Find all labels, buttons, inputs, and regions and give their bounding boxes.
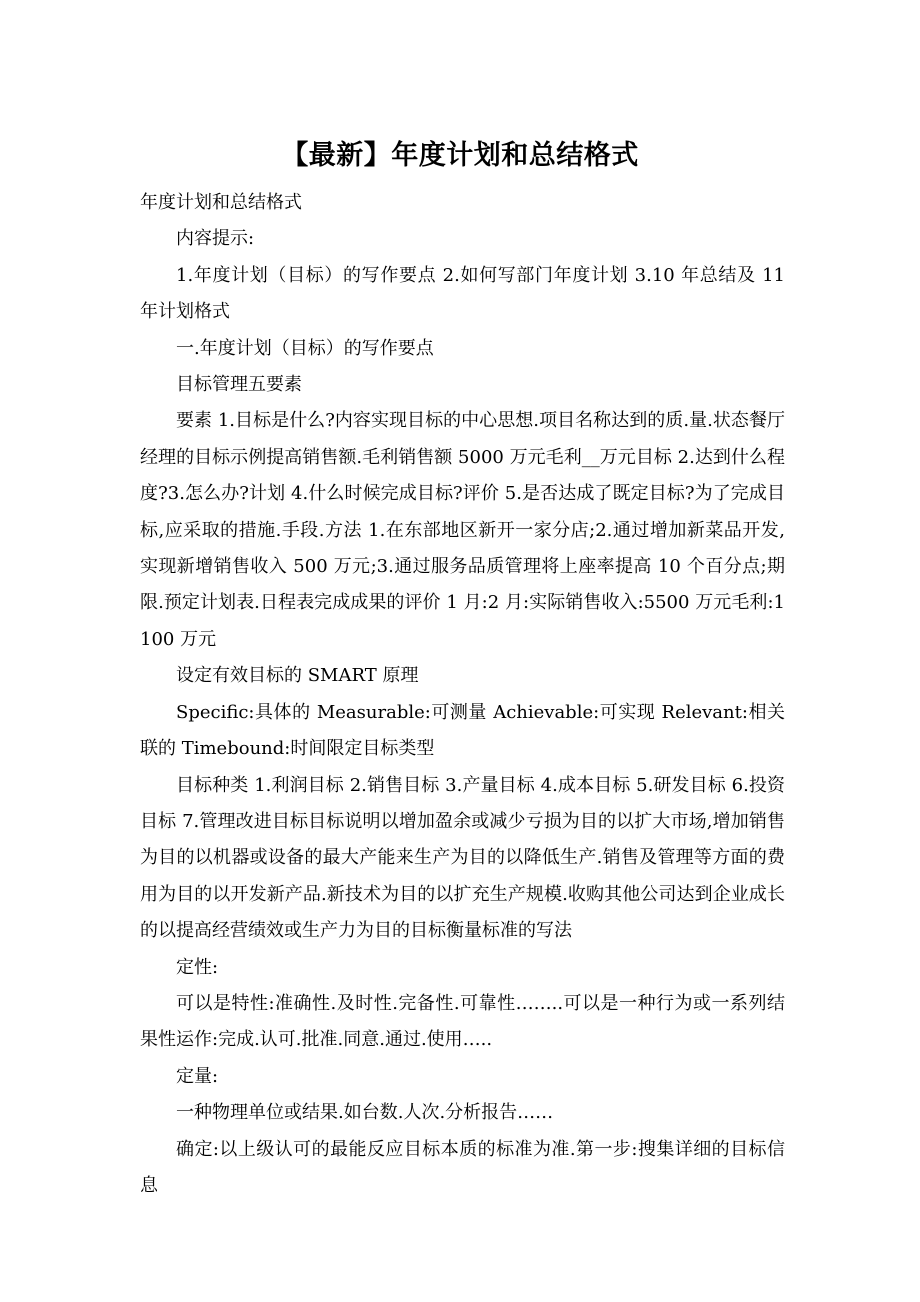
qualitative-label: 定性: [176, 956, 219, 978]
goal-types-paragraph: 目标种类 1.利润目标 2.销售目标 3.产量目标 4.成本目标 5.研发目标 6.投资目标 7.管理改进目标目标说明以增加盈余或减少亏损为目的以扩大市场,增加销售为目的以机器或设备的最大产能来生产为目的以降低生产.销售及管理等方面的费用为目的以开发新产品.新技术为目的以扩充生产规模.收购其他公司达到企业成长的以提高经营绩效或生产力为目的目标衡量标准的写法 [140, 774, 785, 942]
contents-list-paragraph: 1.年度计划（目标）的写作要点 2.如何写部门年度计划 3.10 年总结及 11 年计划格式 [140, 264, 785, 323]
subsection-heading: 目标管理五要素 [176, 374, 302, 396]
document-body [140, 185, 785, 1204]
smart-heading: 设定有效目标的 SMART 原理 [176, 665, 419, 687]
section-heading: 一.年度计划（目标）的写作要点 [176, 337, 434, 359]
document-title: 【最新】年度计划和总结格式 [281, 140, 639, 171]
qualitative-paragraph: 可以是特性:准确性.及时性.完备性.可靠性……..可以是一种行为或一系列结果性运作:完成.认可.批准.同意.通过.使用….. [140, 992, 785, 1051]
content-hint-label: 内容提示: [176, 228, 255, 250]
elements-paragraph: 要素 1.目标是什么?内容实现目标的中心思想.项目名称达到的质.量.状态餐厅经理的目标示例提高销售额.毛利销售额 5000 万元毛利__万元目标 2.达到什么程度?3.怎么办?计划 4.什么时候完成目标?评价 5.是否达成了既定目标?为了完成目标,应采取的措施.手段.方法 1.在东部地区新开一家分店;2.通过增加新菜品开发,实现新增销售收入 500 万元;3.通过服务品质管理将上座率提高 10 个百分点;期限.预定计划表.日程表完成成果的评价 1 月:2 月:实际销售收入:5500 万元毛利:1100 万元 [140, 410, 785, 650]
determine-paragraph: 确定:以上级认可的最能反应目标本质的标准为准.第一步:搜集详细的目标信息 [140, 1138, 785, 1196]
quantitative-label: 定量: [176, 1065, 219, 1087]
quantitative-paragraph: 一种物理单位或结果.如台数.人次.分析报告…… [176, 1102, 554, 1124]
smart-paragraph: Specific:具体的 Measurable:可测量 Achievable:可实现 Relevant:相关联的 Timebound:时间限定目标类型 [140, 701, 785, 760]
subtitle-paragraph: 年度计划和总结格式 [140, 192, 302, 213]
